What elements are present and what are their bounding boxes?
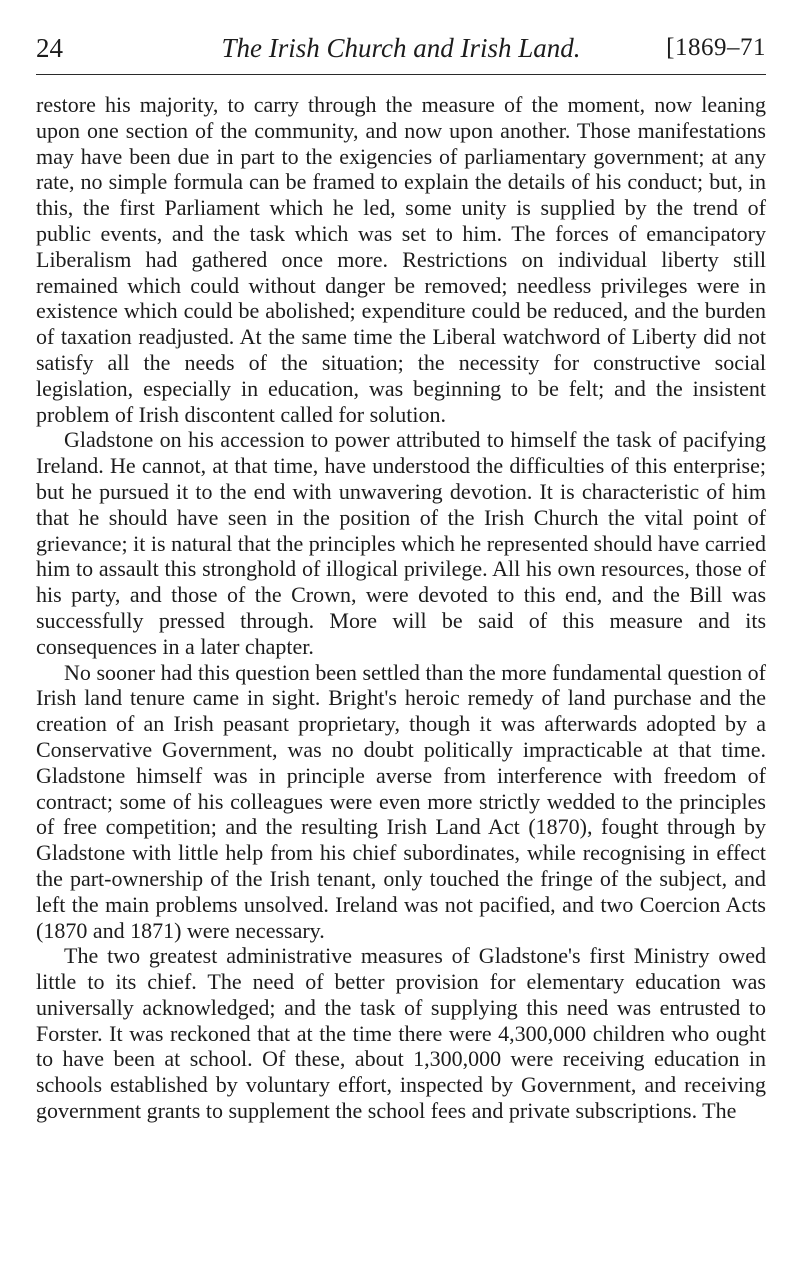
running-head bbox=[36, 28, 766, 68]
page-number: 24 bbox=[36, 33, 63, 63]
paragraph-continuation: restore his majority, to carry through the measure of the moment, now leaning upon one section of the community, and now upon another. Those manifestations may have been due in part to the exigencies of parliamentary government; at any rate, no simple formula can be framed to explain the details of his conduct; but, in this, the first Parliament which he led, some unity is supplied by the trend of public events, and the task which was set to him. The forces of emancipatory Liberalism had gathered once more. Restrictions on individual liberty still remained which could without danger be removed; needless privileges were in existence which could be abolished; expenditure could be reduced, and the burden of taxation readjusted. At the same time the Liberal watchword of Liberty did not satisfy all the needs of the situation; the necessity for constructive social legislation, especially in education, was beginning to be felt; and the insistent problem of Irish discontent called for solution. bbox=[36, 92, 766, 427]
paragraph-irish-church: Gladstone on his accession to power attributed to himself the task of pacifying Ireland. He cannot, at that time, have understood the difficulties of this enterprise; but he pursued it to the end with unwavering devotion. It is characteristic of him that he should have seen in the position of the Irish Church the vital point of grievance; it is natural that the principles which he represented should have carried him to assault this stronghold of illogical privilege. All his own resources, those of his party, and those of the Crown, were devoted to this end, and the Bill was successfully pressed through. More will be said of this measure and its consequences in a later chapter. bbox=[36, 427, 766, 659]
paragraph-irish-land: No sooner had this question been settled than the more fundamental question of Irish land tenure came in sight. Bright's heroic remedy of land purchase and the creation of an Irish peasant proprietary, though it was afterwards adopted by a Conservative Government, was no doubt politically impracticable at that time. Gladstone himself was in principle averse from interference with freedom of contract; some of his colleagues were even more strictly wedded to the principles of free competition; and the resulting Irish Land Act (1870), fought through by Gladstone with little help from his chief subordinates, while recognising in effect the part-ownership of the Irish tenant, only touched the fringe of the subject, and left the main problems unsolved. Ireland was not pacified, and two Coercion Acts (1870 and 1871) were necessary. bbox=[36, 659, 766, 943]
header-rule bbox=[36, 74, 766, 75]
paragraph-education: The two greatest administrative measures of Gladstone's first Ministry owed little to its chief. The need of better provision for elementary education was universally acknowledged; and the task of supplying this need was entrusted to Forster. It was reckoned that at the time there were 4,300,000 children who ought to have been at school. Of these, about 1,300,000 were receiving education in schools established by voluntary effort, inspected by Government, and receiving government grants to supplement the school fees and private subscriptions. The bbox=[36, 943, 766, 1124]
body-text bbox=[36, 92, 766, 1124]
chapter-title: The Irish Church and Irish Land. bbox=[221, 33, 581, 63]
date-range: [1869–71 bbox=[666, 34, 766, 61]
